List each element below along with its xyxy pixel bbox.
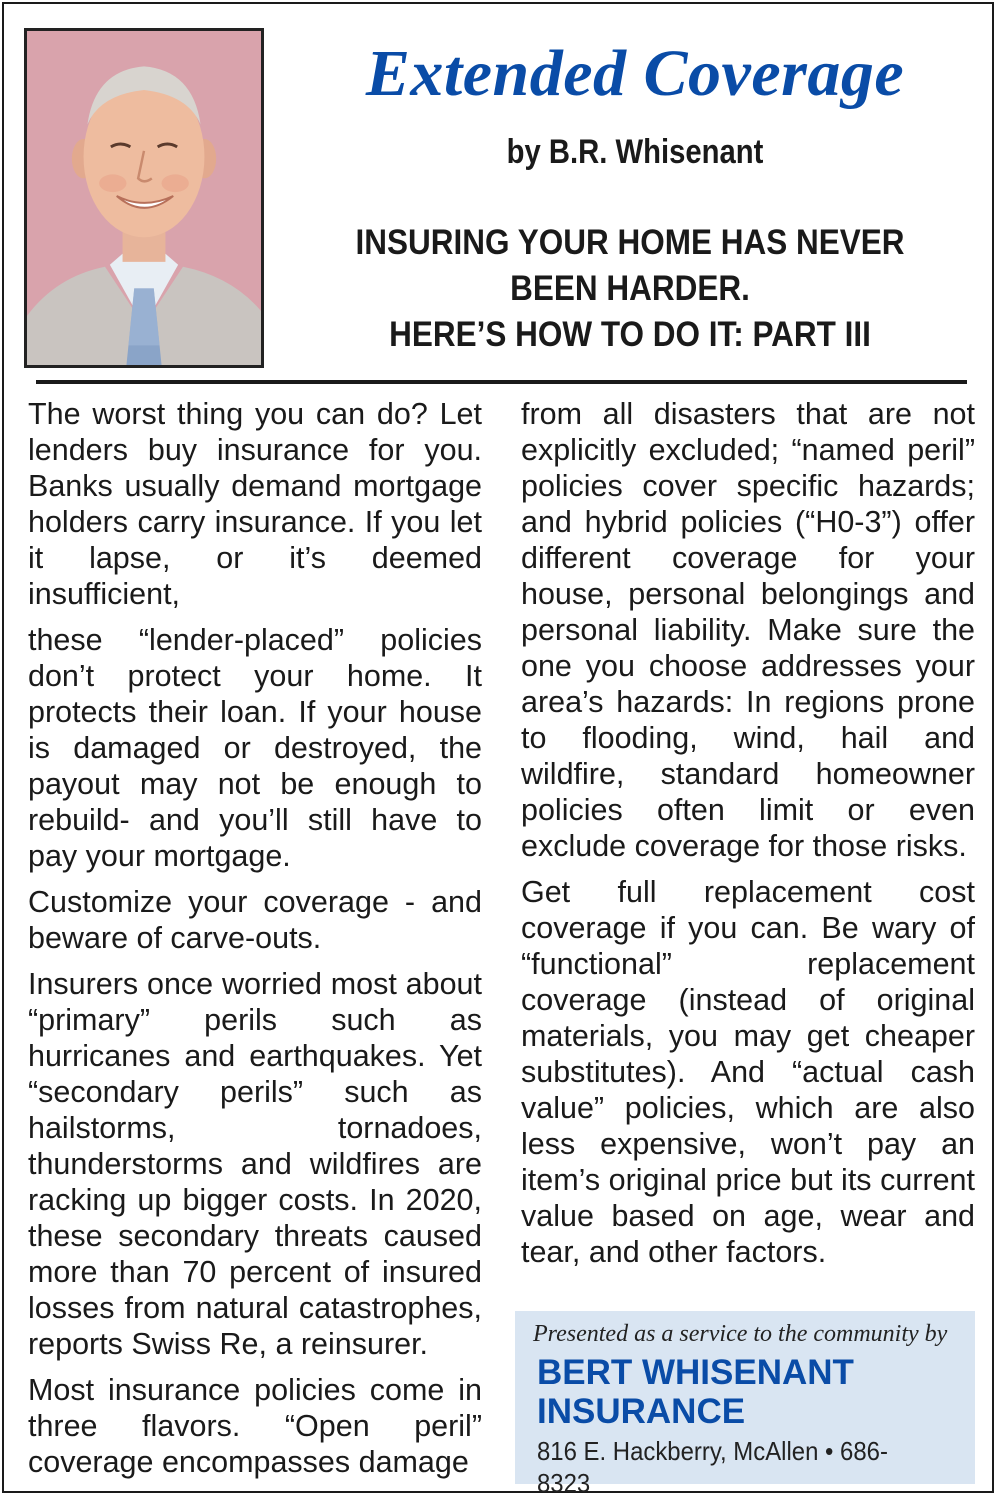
divider-rule	[36, 380, 967, 384]
headline-line: HERE’S HOW TO DO IT: PART III	[389, 315, 871, 354]
paragraph: Get full replacement cost coverage if you can. Be wary of “functional” replacement coverage (instead of original materials, you may get cheaper substitutes). And “actual cash value” policies, which are also less expensive, won’t pay an item’s original price but its current value based on age, wear and tear, and other factors.	[521, 875, 975, 1269]
byline: by B.R. Whisenant	[506, 133, 764, 171]
right-column	[521, 396, 975, 1280]
left-column	[28, 396, 482, 1490]
sponsor-address: 816 E. Hackberry, McAllen • 686-8323	[537, 1436, 888, 1498]
sponsor-tagline: Presented as a service to the community by	[533, 1321, 948, 1347]
sponsor-name-line: INSURANCE	[537, 1392, 746, 1431]
paragraph: The worst thing you can do? Let lenders buy insurance for you. Banks usually demand mortgage holders carry insurance. If you let it lapse, or it’s deemed insufficient,	[28, 397, 482, 611]
headline-line: BEEN HARDER.	[510, 269, 750, 308]
sponsor-name	[537, 1353, 854, 1431]
paragraph: from all disasters that are not explicitly excluded; “named peril” policies cover specific hazards; and hybrid policies (“H0-3”) offer different coverage for your house, personal belongings and personal liability. Make sure the one you choose addresses your area’s hazards: In regions prone to flooding, wind, hail and wildfire, standard homeowner policies often limit or even exclude coverage for those risks.	[521, 397, 975, 863]
paragraph: Insurers once worried most about “primary” perils such as hurricanes and earthquakes. Yet “secondary perils” such as hailstorms, tornadoes, thunderstorms and wildfires are racking up bigger costs. In 2020, these secondary threats caused more than 70 percent of insured losses from natural catastrophes, reports Swiss Re, a reinsurer.	[28, 967, 482, 1361]
column-title: Extended Coverage	[365, 37, 905, 110]
paragraph: these “lender-placed” policies don’t protect your home. It protects their loan. If your house is damaged or destroyed, the payout may not be enough to rebuild- and you’ll still have to pay your mortgage.	[28, 623, 482, 873]
author-photo	[24, 28, 264, 368]
portrait-illustration	[27, 31, 261, 365]
paragraph: Customize your coverage - and beware of carve-outs.	[28, 885, 482, 955]
sponsor-name-line: BERT WHISENANT	[537, 1353, 854, 1392]
headline	[280, 220, 980, 358]
paragraph: Most insurance policies come in three flavors. “Open peril” coverage encompasses damage	[28, 1373, 482, 1479]
headline-line: INSURING YOUR HOME HAS NEVER	[355, 223, 905, 262]
sponsor-box	[515, 1311, 975, 1498]
